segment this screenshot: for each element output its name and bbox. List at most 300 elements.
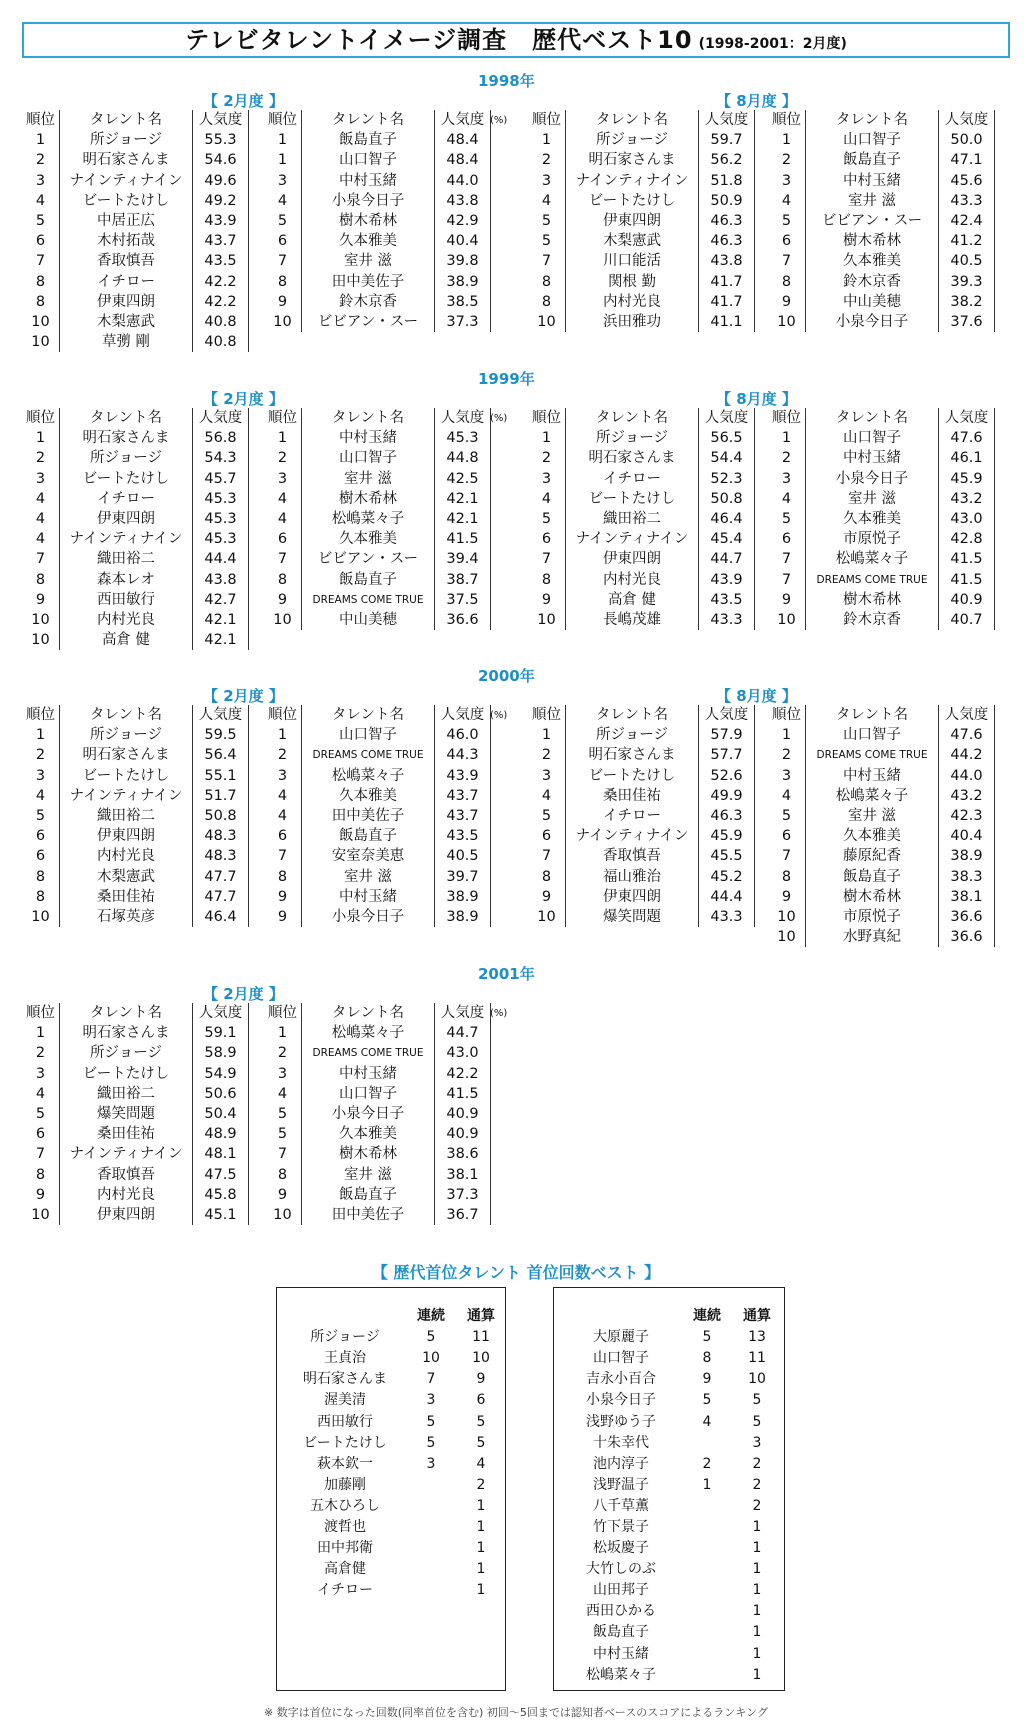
score-cell: 43.5 [193, 251, 249, 271]
talent-name-cell: 所ジョージ [566, 130, 699, 150]
talent-name-cell: ビビアン・スー [302, 549, 435, 569]
talent-name-cell: ナインティナイン [566, 529, 699, 549]
table-row [264, 1023, 491, 1043]
score-cell: 54.4 [699, 448, 755, 468]
score-cell: 41.5 [939, 549, 995, 569]
rank-cell: 2 [768, 745, 806, 765]
talent-name-cell: イチロー [60, 272, 193, 292]
talent-name-cell: 木村拓哉 [60, 231, 193, 251]
rank-cell: 5 [768, 509, 806, 529]
hof-talent-name: 中村玉緒 [593, 1645, 649, 1662]
talent-name-cell: 内村光良 [566, 570, 699, 590]
table-row [528, 292, 755, 312]
rank-header: 順位 [264, 110, 302, 130]
score-cell: 44.4 [193, 549, 249, 569]
rank-cell: 1 [528, 130, 566, 150]
score-cell: 46.4 [699, 509, 755, 529]
hof-talent-name: イチロー [317, 1582, 373, 1599]
hof-row [284, 1327, 506, 1348]
hof-row [560, 1665, 782, 1686]
rank-cell: 1 [22, 1023, 60, 1043]
table-row [264, 867, 491, 887]
rank-cell: 9 [768, 292, 806, 312]
hof-consecutive [406, 1496, 456, 1517]
hof-talent-name: 竹下景子 [593, 1518, 649, 1535]
rank-cell: 1 [768, 725, 806, 745]
year-heading: 2000年 [478, 667, 535, 685]
rank-cell: 4 [22, 529, 60, 549]
hall-of-fame-title: 【 歴代首位タレント 首位回数ベスト 】 [371, 1263, 661, 1282]
percent-unit-label: (%) [490, 413, 508, 424]
table-row [22, 907, 249, 927]
rank-header: 順位 [768, 705, 806, 725]
score-header: 人気度 [699, 705, 755, 725]
score-cell: 47.1 [939, 150, 995, 170]
rank-cell: 4 [264, 191, 302, 211]
talent-name-cell: 長嶋茂雄 [566, 610, 699, 630]
hof-consecutive: 2 [702, 1455, 712, 1472]
score-cell: 50.4 [193, 1104, 249, 1124]
table-header-row [264, 110, 491, 130]
hof-row [284, 1559, 506, 1580]
talent-name-cell: 森本レオ [60, 570, 193, 590]
score-cell: 42.1 [193, 610, 249, 630]
talent-name-cell: 飯島直子 [806, 867, 939, 887]
table-header-row [528, 110, 755, 130]
talent-name-cell: イチロー [566, 806, 699, 826]
rank-cell: 5 [528, 231, 566, 251]
rank-cell: 7 [768, 549, 806, 569]
score-cell: 38.9 [435, 272, 491, 292]
hof-talent-name: 五木ひろし [310, 1497, 380, 1514]
score-cell: 46.3 [699, 806, 755, 826]
rank-cell: 9 [768, 590, 806, 610]
talent-name-cell: 織田裕二 [566, 509, 699, 529]
hof-consecutive [682, 1601, 732, 1622]
rank-cell: 4 [528, 489, 566, 509]
table-row [22, 1104, 249, 1124]
table-row [768, 469, 995, 489]
hof-talent-name: 高倉健 [324, 1561, 366, 1578]
page-title: テレビタレントイメージ調査 歴代ベスト10 [185, 26, 693, 54]
score-cell: 52.3 [699, 469, 755, 489]
rank-cell: 9 [264, 907, 302, 927]
rank-cell: 9 [528, 590, 566, 610]
hof-row [560, 1411, 782, 1432]
rank-cell: 8 [22, 1165, 60, 1185]
rank-cell: 7 [22, 251, 60, 271]
score-cell: 50.8 [193, 806, 249, 826]
rank-cell: 4 [528, 786, 566, 806]
score-cell: 39.3 [939, 272, 995, 292]
talent-name-cell: 福山雅治 [566, 867, 699, 887]
table-row [528, 806, 755, 826]
talent-name-cell: 樹木希林 [302, 1144, 435, 1164]
hof-talent-name: 浅野温子 [593, 1476, 649, 1493]
talent-name-cell: 明石家さんま [60, 1023, 193, 1043]
talent-name-cell: 所ジョージ [60, 725, 193, 745]
hof-consecutive: 3 [426, 1455, 436, 1472]
score-cell: 44.0 [435, 171, 491, 191]
score-header: 人気度 [939, 110, 995, 130]
hof-consecutive: 7 [426, 1371, 436, 1388]
table-row [528, 725, 755, 745]
score-cell: 38.9 [435, 907, 491, 927]
table-row [22, 1023, 249, 1043]
consecutive-header: 連続 [693, 1308, 721, 1325]
talent-name-cell: 香取慎吾 [566, 846, 699, 866]
talent-name-cell: 中村玉緒 [302, 887, 435, 907]
hof-row [284, 1475, 506, 1496]
table-row [528, 171, 755, 191]
talent-name-cell: ナインティナイン [566, 826, 699, 846]
score-cell: 37.3 [435, 1185, 491, 1205]
page-subtitle: (1998-2001：2月度) [698, 36, 847, 52]
talent-name-cell: 小泉今日子 [302, 907, 435, 927]
talent-name-cell: 草彅 剛 [60, 332, 193, 352]
table-row [22, 1064, 249, 1084]
score-cell: 47.7 [193, 867, 249, 887]
table-row [264, 590, 491, 610]
hof-talent-name: 王貞治 [324, 1350, 366, 1367]
table-row [22, 867, 249, 887]
hof-total: 9 [476, 1371, 486, 1388]
table-header-row [768, 408, 995, 428]
table-header-row [768, 110, 995, 130]
rank-cell: 5 [768, 211, 806, 231]
table-row [528, 786, 755, 806]
hof-consecutive [682, 1559, 732, 1580]
name-header: タレント名 [302, 705, 435, 725]
rank-cell: 8 [22, 887, 60, 907]
score-cell: 45.7 [193, 469, 249, 489]
table-row [22, 150, 249, 170]
table-row [264, 469, 491, 489]
talent-name-cell: 桑田佳祐 [566, 786, 699, 806]
table-row [264, 549, 491, 569]
talent-name-cell: 明石家さんま [60, 428, 193, 448]
ranking-table [264, 1003, 491, 1225]
table-row [528, 745, 755, 765]
rank-cell: 7 [22, 1144, 60, 1164]
rank-cell: 4 [768, 786, 806, 806]
table-row [528, 549, 755, 569]
table-row [22, 448, 249, 468]
talent-name-cell: 高倉 健 [566, 590, 699, 610]
rank-cell: 8 [768, 867, 806, 887]
hof-row [284, 1369, 506, 1390]
rank-cell: 1 [22, 725, 60, 745]
score-cell: 42.5 [435, 469, 491, 489]
table-row [528, 509, 755, 529]
table-row [264, 448, 491, 468]
table-row [528, 191, 755, 211]
talent-name-cell: 樹木希林 [806, 887, 939, 907]
talent-name-cell: 久本雅美 [302, 529, 435, 549]
table-row [22, 887, 249, 907]
rank-cell: 4 [22, 191, 60, 211]
score-cell: 48.3 [193, 826, 249, 846]
hof-consecutive: 4 [702, 1413, 712, 1430]
rank-cell: 5 [22, 1104, 60, 1124]
talent-name-cell: 所ジョージ [60, 1043, 193, 1063]
table-row [264, 231, 491, 251]
score-cell: 48.3 [193, 846, 249, 866]
hof-name-header [560, 1306, 682, 1327]
score-header: 人気度 [435, 1003, 491, 1023]
score-cell: 50.9 [699, 191, 755, 211]
score-header: 人気度 [193, 1003, 249, 1023]
hof-row [560, 1517, 782, 1538]
rank-cell: 7 [264, 251, 302, 271]
hof-total: 10 [472, 1350, 490, 1367]
talent-name-cell: 飯島直子 [302, 826, 435, 846]
rank-cell: 3 [22, 766, 60, 786]
table-header-row [264, 705, 491, 725]
talent-name-cell: 伊東四朗 [566, 211, 699, 231]
talent-name-cell: 室井 滋 [302, 469, 435, 489]
table-row [528, 211, 755, 231]
rank-cell: 7 [22, 549, 60, 569]
hall-of-fame-right-table [560, 1306, 782, 1686]
table-row [22, 806, 249, 826]
score-cell: 55.1 [193, 766, 249, 786]
rank-cell: 6 [264, 529, 302, 549]
rank-cell: 8 [22, 292, 60, 312]
talent-name-cell: 高倉 健 [60, 630, 193, 650]
rank-cell: 10 [22, 1205, 60, 1225]
score-cell: 47.6 [939, 428, 995, 448]
season-label-aug: 【 8月度 】 [716, 687, 797, 705]
hof-consecutive: 1 [702, 1476, 712, 1493]
hof-consecutive: 5 [426, 1329, 436, 1346]
hof-row [284, 1411, 506, 1432]
score-cell: 36.6 [939, 907, 995, 927]
score-cell: 42.2 [193, 272, 249, 292]
table-row [768, 907, 995, 927]
talent-name-cell: イチロー [566, 469, 699, 489]
score-cell: 41.1 [699, 312, 755, 332]
rank-cell: 4 [264, 786, 302, 806]
talent-name-cell: 飯島直子 [806, 150, 939, 170]
rank-cell: 3 [22, 171, 60, 191]
rank-header: 順位 [768, 110, 806, 130]
rank-cell: 3 [22, 1064, 60, 1084]
name-header: タレント名 [302, 1003, 435, 1023]
name-header: タレント名 [60, 1003, 193, 1023]
table-row [264, 1205, 491, 1225]
score-cell: 42.3 [939, 806, 995, 826]
rank-cell: 7 [264, 846, 302, 866]
rank-cell: 5 [768, 806, 806, 826]
hof-total: 1 [476, 1582, 486, 1599]
hof-consecutive: 8 [702, 1350, 712, 1367]
table-row [768, 927, 995, 947]
rank-cell: 3 [264, 469, 302, 489]
ranking-table [264, 110, 491, 332]
rank-cell: 6 [22, 1124, 60, 1144]
table-row [528, 766, 755, 786]
rank-header: 順位 [528, 408, 566, 428]
score-cell: 38.6 [435, 1144, 491, 1164]
table-row [264, 1064, 491, 1084]
talent-name-cell: ナインティナイン [60, 1144, 193, 1164]
rank-cell: 10 [768, 907, 806, 927]
hof-row [284, 1433, 506, 1454]
table-row [768, 766, 995, 786]
rank-header: 順位 [528, 705, 566, 725]
rank-cell: 1 [264, 1023, 302, 1043]
rank-header: 順位 [528, 110, 566, 130]
talent-name-cell: 小泉今日子 [302, 191, 435, 211]
score-cell: 41.5 [435, 529, 491, 549]
hof-row [560, 1644, 782, 1665]
hof-row [560, 1348, 782, 1369]
talent-name-cell: 鈴木京香 [806, 610, 939, 630]
talent-name-cell: 室井 滋 [806, 489, 939, 509]
table-row [22, 786, 249, 806]
hof-talent-name: 明石家さんま [303, 1371, 387, 1388]
talent-name-cell: 関根 勤 [566, 272, 699, 292]
table-row [264, 745, 491, 765]
score-cell: 38.7 [435, 570, 491, 590]
hof-total: 1 [476, 1497, 486, 1514]
rank-cell: 8 [22, 867, 60, 887]
rank-cell: 5 [528, 806, 566, 826]
score-cell: 43.2 [939, 786, 995, 806]
hof-row [560, 1369, 782, 1390]
score-cell: 40.4 [435, 231, 491, 251]
hof-talent-name: 西田ひかる [586, 1603, 656, 1620]
rank-cell: 8 [768, 272, 806, 292]
table-row [22, 211, 249, 231]
score-cell: 44.8 [435, 448, 491, 468]
talent-name-cell: 木梨憲武 [60, 867, 193, 887]
year-heading: 2001年 [478, 965, 535, 983]
talent-name-cell: 小泉今日子 [806, 312, 939, 332]
hof-row [560, 1538, 782, 1559]
rank-cell: 2 [22, 150, 60, 170]
score-cell: 45.3 [435, 428, 491, 448]
rank-cell: 3 [264, 171, 302, 191]
talent-name-cell: 伊東四朗 [60, 1205, 193, 1225]
table-row [264, 428, 491, 448]
talent-name-cell: 木梨憲武 [60, 312, 193, 332]
name-header: タレント名 [566, 705, 699, 725]
table-row [528, 826, 755, 846]
rank-cell: 10 [22, 630, 60, 650]
hof-consecutive [406, 1538, 456, 1559]
hof-row [560, 1390, 782, 1411]
talent-name-cell: DREAMS COME TRUE [302, 1043, 435, 1063]
score-cell: 54.3 [193, 448, 249, 468]
talent-name-cell: 明石家さんま [566, 150, 699, 170]
ranking-table [22, 1003, 249, 1225]
table-row [768, 745, 995, 765]
talent-name-cell: 所ジョージ [566, 725, 699, 745]
table-row [528, 469, 755, 489]
name-header: タレント名 [60, 705, 193, 725]
talent-name-cell: 西田敏行 [60, 590, 193, 610]
hof-talent-name: 所ジョージ [310, 1329, 380, 1346]
table-row [768, 509, 995, 529]
hof-row [284, 1348, 506, 1369]
talent-name-cell: 松嶋菜々子 [806, 786, 939, 806]
score-cell: 40.9 [435, 1124, 491, 1144]
ranking-table [768, 110, 995, 332]
score-cell: 44.0 [939, 766, 995, 786]
talent-name-cell: 田中美佐子 [302, 272, 435, 292]
hof-consecutive [406, 1580, 456, 1601]
hof-total: 2 [752, 1497, 762, 1514]
rank-cell: 10 [22, 907, 60, 927]
hof-consecutive [682, 1644, 732, 1665]
table-row [768, 529, 995, 549]
hof-row [560, 1327, 782, 1348]
table-row [768, 272, 995, 292]
talent-name-cell: 鈴木京香 [302, 292, 435, 312]
table-row [22, 509, 249, 529]
ranking-table [22, 408, 249, 650]
rank-cell: 2 [22, 745, 60, 765]
rank-cell: 2 [768, 150, 806, 170]
score-cell: 50.0 [939, 130, 995, 150]
rank-cell: 8 [264, 867, 302, 887]
table-header-row [768, 705, 995, 725]
score-cell: 48.4 [435, 130, 491, 150]
table-row [22, 725, 249, 745]
table-row [768, 610, 995, 630]
rank-cell: 4 [528, 191, 566, 211]
hof-talent-name: 加藤剛 [324, 1476, 366, 1493]
hall-of-fame-left-table [284, 1306, 506, 1601]
rank-cell: 3 [768, 766, 806, 786]
score-cell: 43.3 [699, 907, 755, 927]
rank-cell: 1 [22, 130, 60, 150]
score-cell: 43.3 [939, 191, 995, 211]
talent-name-cell: 香取慎吾 [60, 1165, 193, 1185]
table-row [768, 171, 995, 191]
score-cell: 42.7 [193, 590, 249, 610]
score-header: 人気度 [939, 705, 995, 725]
hof-talent-name: 山田邦子 [593, 1582, 649, 1599]
table-header-row [22, 408, 249, 428]
talent-name-cell: 安室奈美恵 [302, 846, 435, 866]
talent-name-cell: 中村玉緒 [302, 428, 435, 448]
table-row [22, 489, 249, 509]
score-cell: 46.3 [699, 231, 755, 251]
hof-consecutive [406, 1475, 456, 1496]
table-row [768, 590, 995, 610]
table-row [22, 1185, 249, 1205]
rank-header: 順位 [264, 408, 302, 428]
table-row [528, 489, 755, 509]
table-row [264, 826, 491, 846]
rank-cell: 6 [528, 529, 566, 549]
table-row [768, 489, 995, 509]
rank-cell: 3 [768, 469, 806, 489]
score-cell: 43.8 [699, 251, 755, 271]
hof-talent-name: 渡哲也 [324, 1518, 366, 1535]
table-row [264, 887, 491, 907]
season-label-feb: 【 2月度 】 [203, 92, 284, 110]
rank-cell: 8 [264, 570, 302, 590]
talent-name-cell: 中山美穂 [806, 292, 939, 312]
score-cell: 36.7 [435, 1205, 491, 1225]
talent-name-cell: ビートたけし [60, 1064, 193, 1084]
table-row [768, 211, 995, 231]
score-cell: 47.5 [193, 1165, 249, 1185]
